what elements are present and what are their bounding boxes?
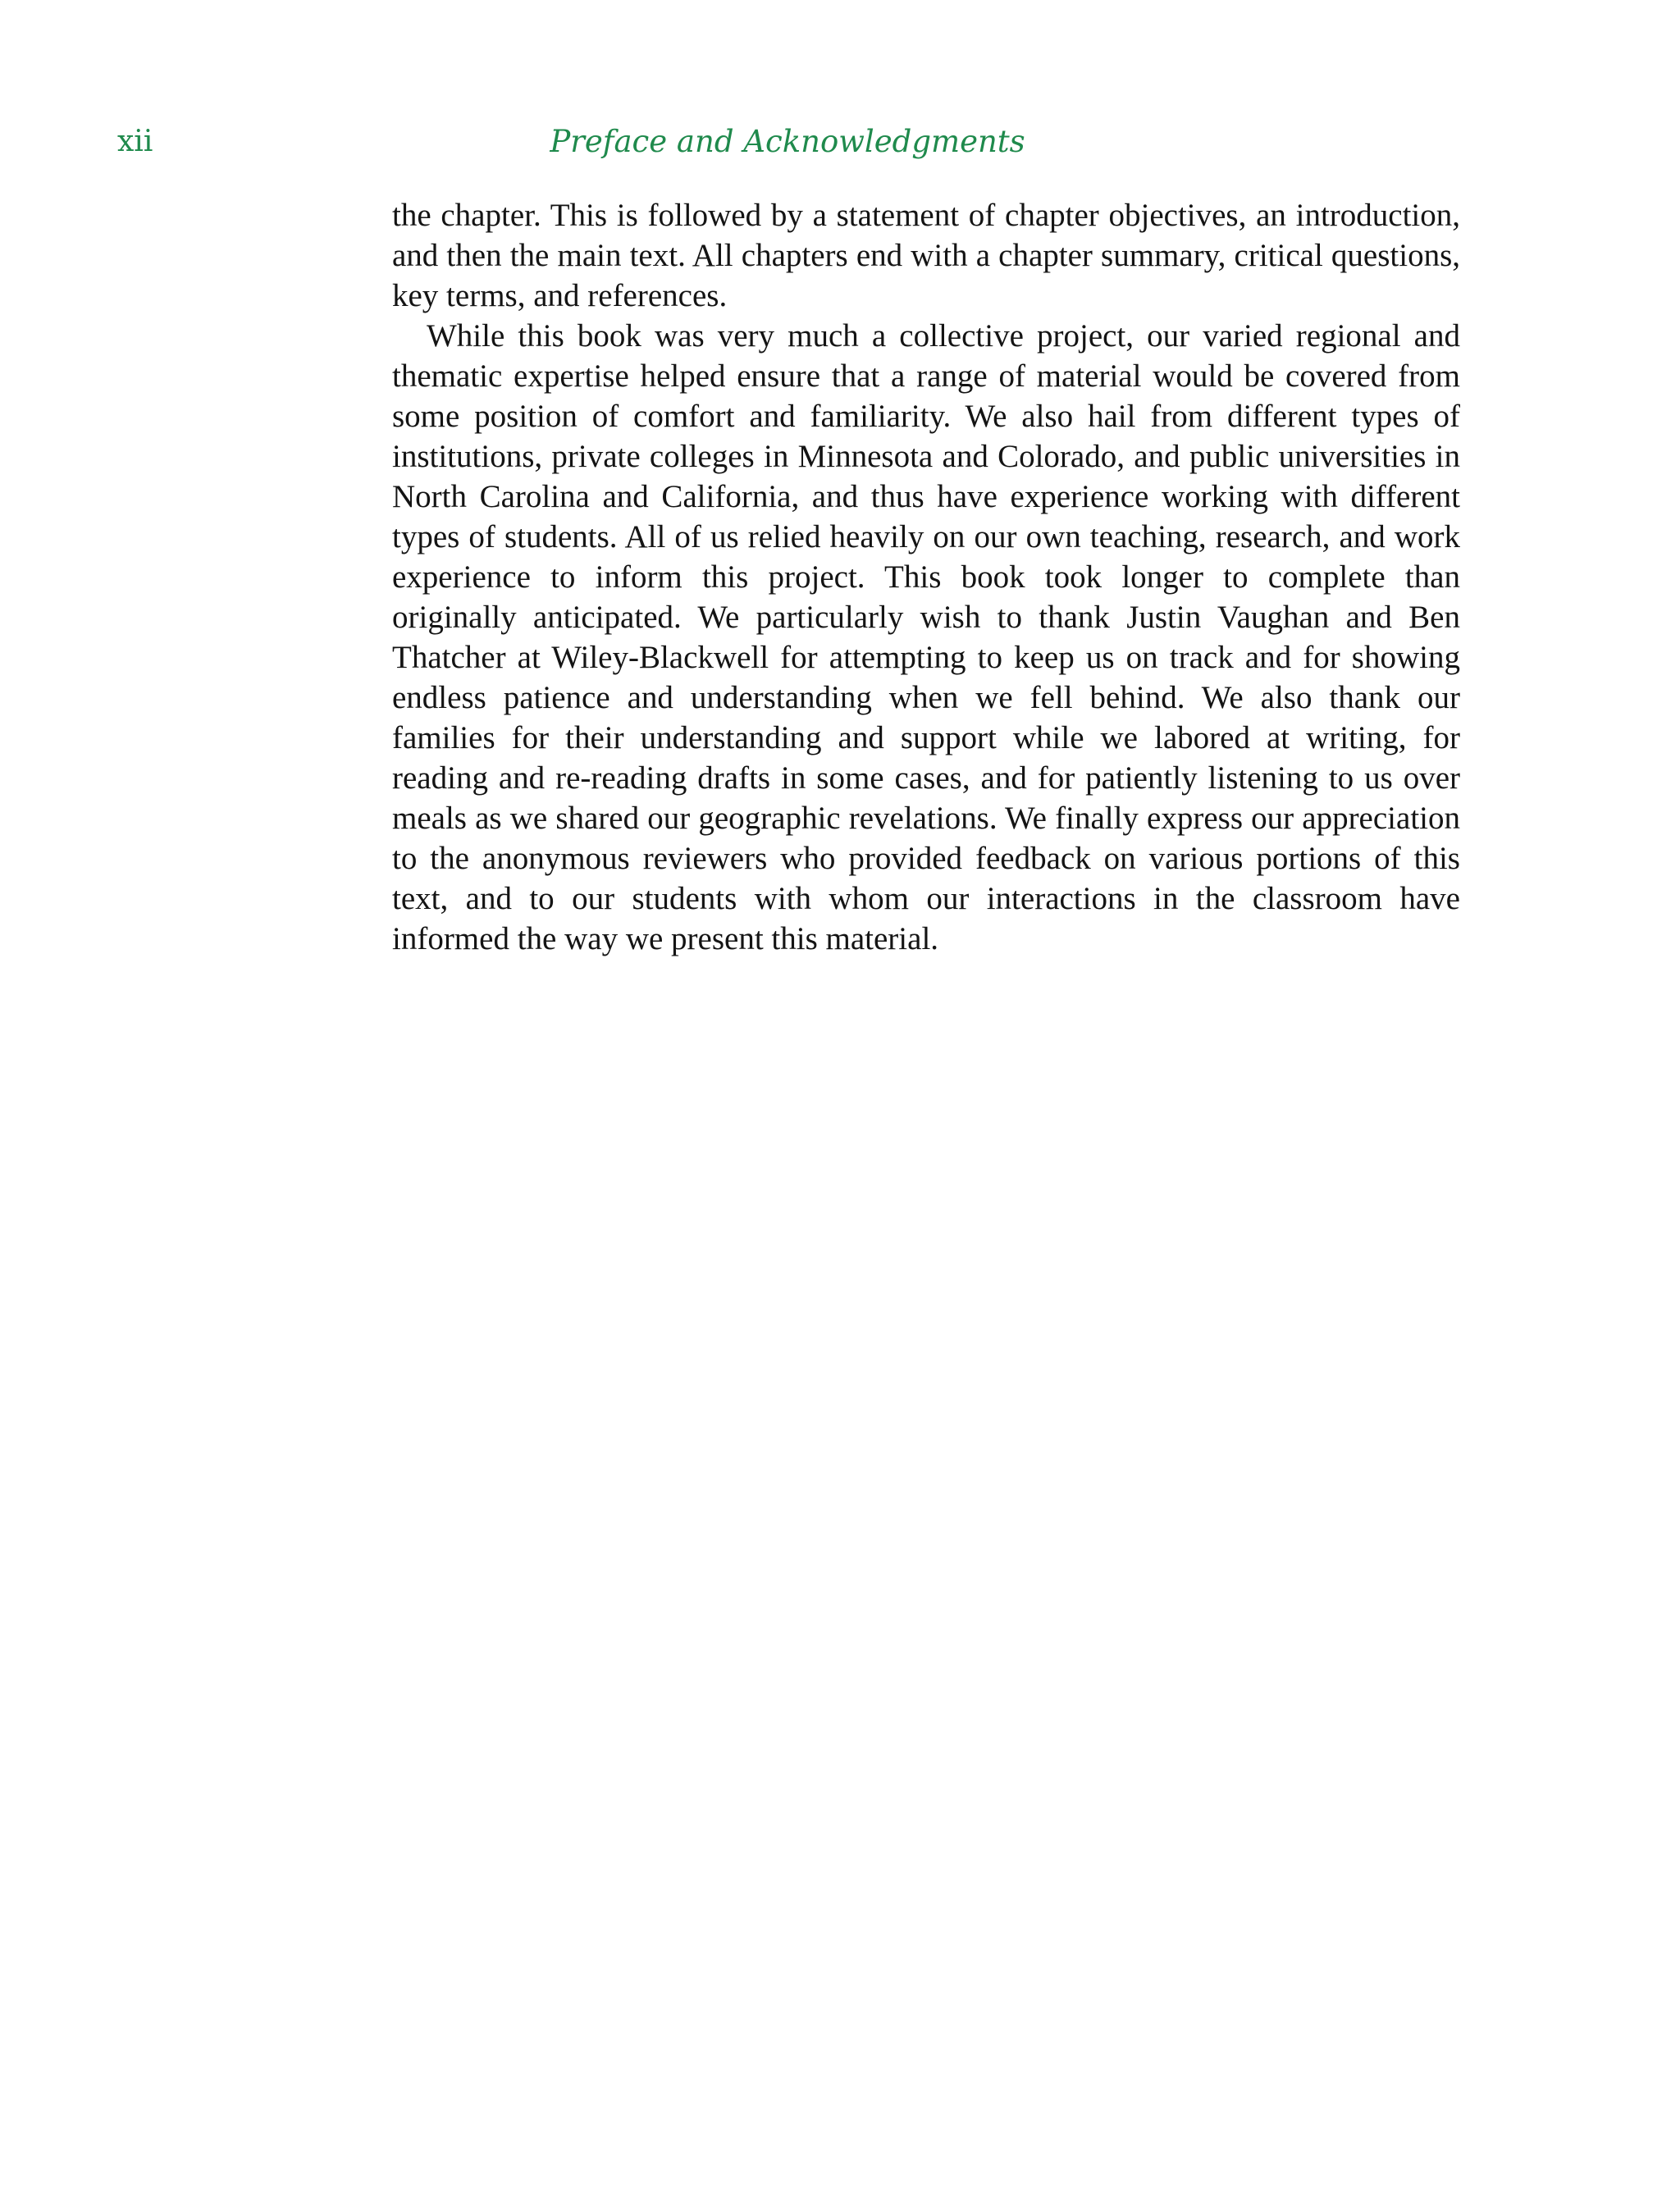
body-text — [392, 195, 1460, 959]
running-head — [0, 121, 1680, 171]
paragraph-continuation: the chapter. This is followed by a statement of chapter objectives, an introduction, and then the main text. All chapters end with a chapter summary, critical questions, key terms, and references. — [392, 198, 1460, 313]
paragraph-acknowledgments: While this book was very much a collective project, our varied regional and thematic expertise helped ensure that a range of material would be covered from some position of comfort and familiarity. We also hail from different types of institutions, private colleges in Minnesota and Colorado, and public universities in North Carolina and California, and thus have experience working with different types of students. All of us relied heavily on our own teaching, research, and work experience to inform this project. This book took longer to complete than originally anticipated. We particularly wish to thank Justin Vaughan and Ben Thatcher at Wiley-Blackwell for attempting to keep us on track and for showing endless patience and understanding when we fell behind. We also thank our families for their understanding and support while we labored at writing, for reading and re-reading drafts in some cases, and for patiently listening to us over meals as we shared our geographic revelations. We finally express our appreciation to the anonymous reviewers who provided feedback on various portions of this text, and to our students with whom our interactions in the classroom have informed the way we present this material. — [392, 318, 1460, 956]
page-number: xii — [117, 125, 153, 158]
running-title: Preface and Acknowledgments — [550, 124, 1025, 159]
